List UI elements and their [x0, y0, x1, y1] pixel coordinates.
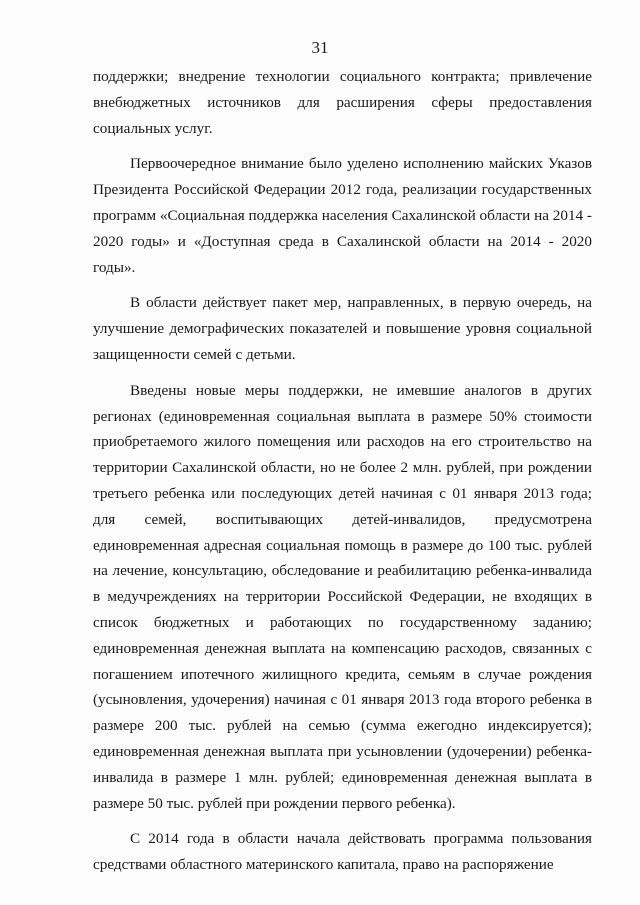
paragraph-continuation: поддержки; внедрение технологии социального контракта; привлечение внебюджетных источников для расширения сферы предоставления социальных услуг. [93, 68, 592, 137]
paragraph: Первоочередное внимание было уделено исполнению майских Указов Президента Российской Федерации 2012 года, реализации государственных программ «Социальная поддержка населения Сахалинской области на 2014 - 2020 годы» и «Доступная среда в Сахалинской области на 2014 - 2020 годы». [93, 155, 592, 276]
body-text [93, 64, 592, 878]
page-number: 31 [311, 38, 329, 57]
paragraph: Введены новые меры поддержки, не имевшие аналогов в других регионах (единовременная социальная выплата в размере 50% стоимости приобретаемого жилого помещения или расходов на его строительство на территории Сахалинской области, но не более 2 млн. рублей, при рождении третьего ребенка или последующих детей начиная с 01 января 2013 года; для семей, воспитывающих детей-инвалидов, предусмотрена единовременная адресная социальная помощь в размере до 100 тыс. рублей на лечение, консультацию, обследование и реабилитацию ребенка-инвалида в медучреждениях на территории Российской Федерации, не входящих в список бюджетных и работающих по государственному заданию; единовременная денежная выплата на компенсацию расходов, связанных с погашением ипотечного жилищного кредита, семьям в случае рождения (усыновления, удочерения) начиная с 01 января 2013 года второго ребенка в размере 200 тыс. рублей на семью (сумма ежегодно индексируется); единовременная денежная выплата при усыновлении (удочерении) ребенка-инвалида в размере 1 млн. рублей; единовременная денежная выплата в размере 50 тыс. рублей при рождении первого ребенка). [93, 381, 592, 812]
paragraph: С 2014 года в области начала действовать программа пользования средствами областного материнского капитала, право на распоряжение [93, 830, 592, 874]
paragraph: В области действует пакет мер, направленных, в первую очередь, на улучшение демографических показателей и повышение уровня социальной защищенности семей с детьми. [93, 294, 592, 363]
